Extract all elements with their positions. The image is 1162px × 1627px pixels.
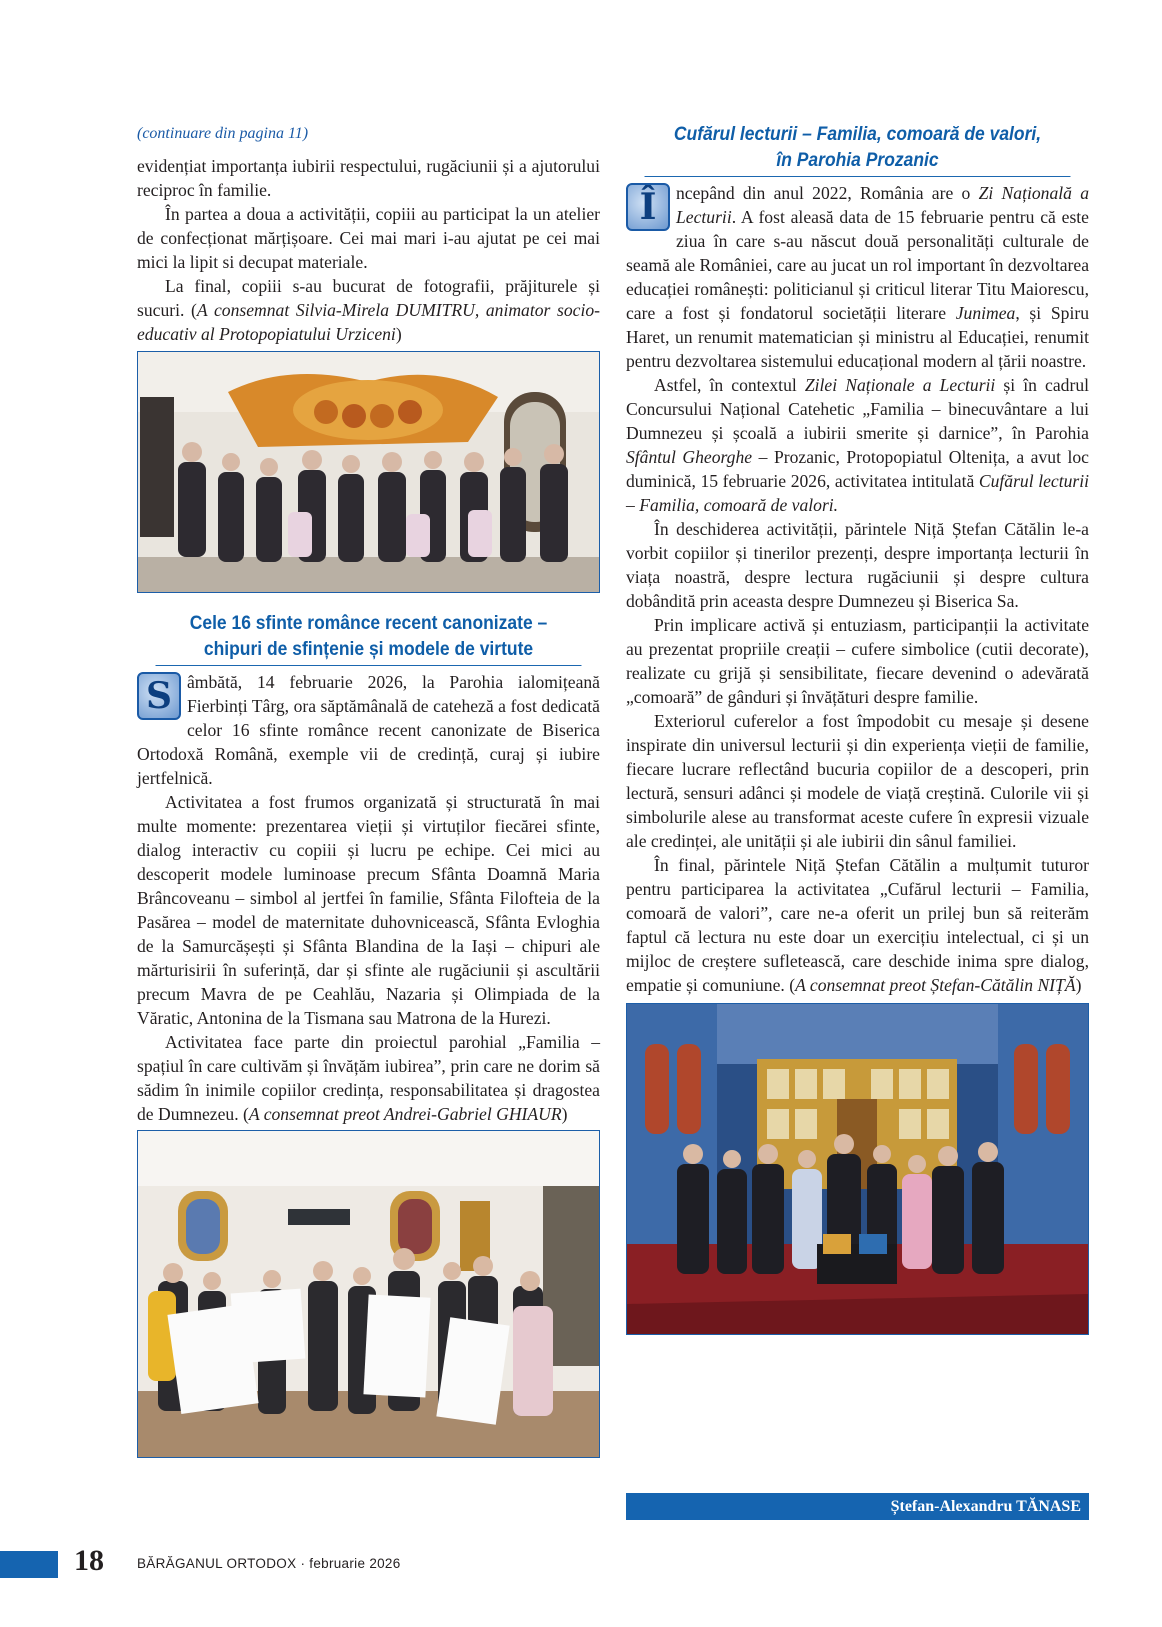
paragraph: În deschiderea activității, părintele Niță Ștefan Cătălin le-a vorbit copiilor și tinerilor prezenți, despre importanța lecturii în viața noastră, despre lectura rugăciunii și despre cultura dobândită prin aceasta despre Dumnezeu și Biserica Sa. [626,519,1089,611]
paragraph: Activitatea a fost frumos organizată și structurată în mai multe momente: prezentarea vieții și virtuților fiecărei sfinte, dialog interactiv cu copiii și lucru pe echipe. Cei mici au descoperit modele luminoase precum Sfânta Doamnă Maria Brâncoveanu – simbol al jertfei în familie, Sfânta Filofteia de la Pasărea – model de maternitate duhovnicească, Sfânta Evloghia de la Samurcășești și Sfânta Blandina de la Iași – chipuri ale mărturisirii în suferință, dar și sfinte ale rugăciunii și ascultării precum Mavra de pe Ceahlău, Nazaria și Olimpiada de la Văratic, Antonina de la Tismana sau Matrona de la Hurezi. [137,792,600,1028]
paragraph: La final, copiii s-au bucurat de fotografii, prăjiturele și sucuri. (A consemnat Silvia-Mirela DUMITRU, animator socio-educativ al Protopopiatului Urziceni) [137,276,601,344]
paragraph: Prin implicare activă și entuziasm, participanții la activitate au prezentat propriile creații – cufere simbolice (cutii decorate), realizate cu grijă și sensibilitate, fiecare devenind o adevărată „comoară” de gânduri și învățături despre familie. [626,615,1089,707]
paragraph: Î ncepând din anul 2022, România are o Zi Națională a Lecturii. A fost aleasă data de 15 februarie pentru că este ziua în care s-au născut două personalități culturale de seamă ale României, care au jucat un rol important în dezvoltarea educației românești: politicianul și criticul literar Titu Maiorescu, care a fost și fondatorul societății literare Junimea, și Spiru Haret, un renumit matematician și ministru al Educației, renumit pentru dezvoltarea sistemului educațional modern al țării noastre. [626,183,1089,371]
dropcap-s: S [137,672,181,720]
author-name: Ștefan-Alexandru TĂNASE [890,1498,1081,1515]
photo-image [627,1004,1088,1334]
left-column [137,122,600,1458]
author-credit: A consemnat preot Ștefan-Cătălin NIȚĂ [795,975,1076,995]
paragraph: În final, părintele Niță Ștefan Cătălin a mulțumit tuturor pentru participarea la activitatea „Cufărul lecturii – Familia, comoară de valori”, care ne-a oferit un prilej bun să reiterăm faptul că lectura nu este doar un exercițiu intelectual, ci și un mijloc de creștere sufletească, care deschide inima spre dialog, empatie și comuniune. (A consemnat preot Ștefan-Cătălin NIȚĂ) [626,855,1089,995]
paragraph: În partea a doua a activității, copiii au participat la un atelier de confecționat mărțișoare. Cei mai mari i-au ajutat pe cei mai mici la lipit si decupat materiale. [137,204,600,272]
article-title: Cele 16 sfinte românce recent canonizate – chipuri de sfințenie și modele de virtute [156,611,582,666]
dropcap-i: Î [626,183,670,231]
paragraph: evidențiat importanța iubirii respectului, rugăciunii și a ajutorului reciproc în familie. [137,156,600,200]
photo-image [138,1131,599,1457]
footer-accent-bar [0,1551,58,1578]
article-title: Cufărul lecturii – Familia, comoară de valori, în Parohia Prozanic [645,122,1071,177]
photo-author-banner [626,1493,1089,1520]
paragraph: Exteriorul cuferelor a fost împodobit cu mesaje și desene inspirate din universul lecturii și din experiența vieții de familie, fiecare lucrare reflectând bucuria copiilor de a descoperi, prin lectură, sensuri adânci și modele de viață creștină. Culorile vii și simbolurile alese au transformat aceste cufere în expresii vizuale ale credinței, ale unității și ale iubirii din sânul familiei. [626,711,1089,851]
photo-church-interior [626,1003,1089,1335]
paragraph: Activitatea face parte din proiectul parohial „Familia – spațiul în care cultivăm și învățăm iubirea”, prin care ne dorim să sădim în inimile copiilor credința, responsabilitatea și dragostea de Dumnezeu. (A consemnat preot Andrei-Gabriel GHIAUR) [137,1032,600,1124]
continuation-note: (continuare din pagina 11) [137,125,309,142]
right-column [626,122,1089,1335]
paragraph: Astfel, în contextul Zilei Naționale a Lecturii și în cadrul Concursului Național Catehetic „Familia – binecuvântare a lui Dumnezeu și școală a iubirii smerite și darnice”, în Parohia Sfântul Gheorghe – Prozanic, Protopopiatul Oltenița, a avut loc duminică, 15 februarie 2026, activitatea intitulată Cufărul lecturii – Familia, comoară de valori. [626,375,1090,515]
publication-title: BĂRĂGANUL ORTODOX · februarie 2026 [137,1556,401,1571]
author-credit: A consemnat preot Andrei-Gabriel GHIAUR [248,1104,562,1124]
photo-children-posters [137,1130,600,1458]
paragraph: S âmbătă, 14 februarie 2026, la Parohia ialomițeană Fierbinți Târg, ora săptămânală de cateheză a fost dedicată celor 16 sfinte românce recent canonizate de Biserica Ortodoxă Română, exemple vii de credință, curaj și iubire jertfelnică. [137,672,600,788]
photo-children-martisoare [137,351,600,593]
page-number: 18 [74,1544,104,1577]
photo-image [138,352,599,592]
author-credit: A consemnat Silvia-Mirela DUMITRU, animator socio-educativ al Protopopiatului Urziceni [137,300,601,344]
